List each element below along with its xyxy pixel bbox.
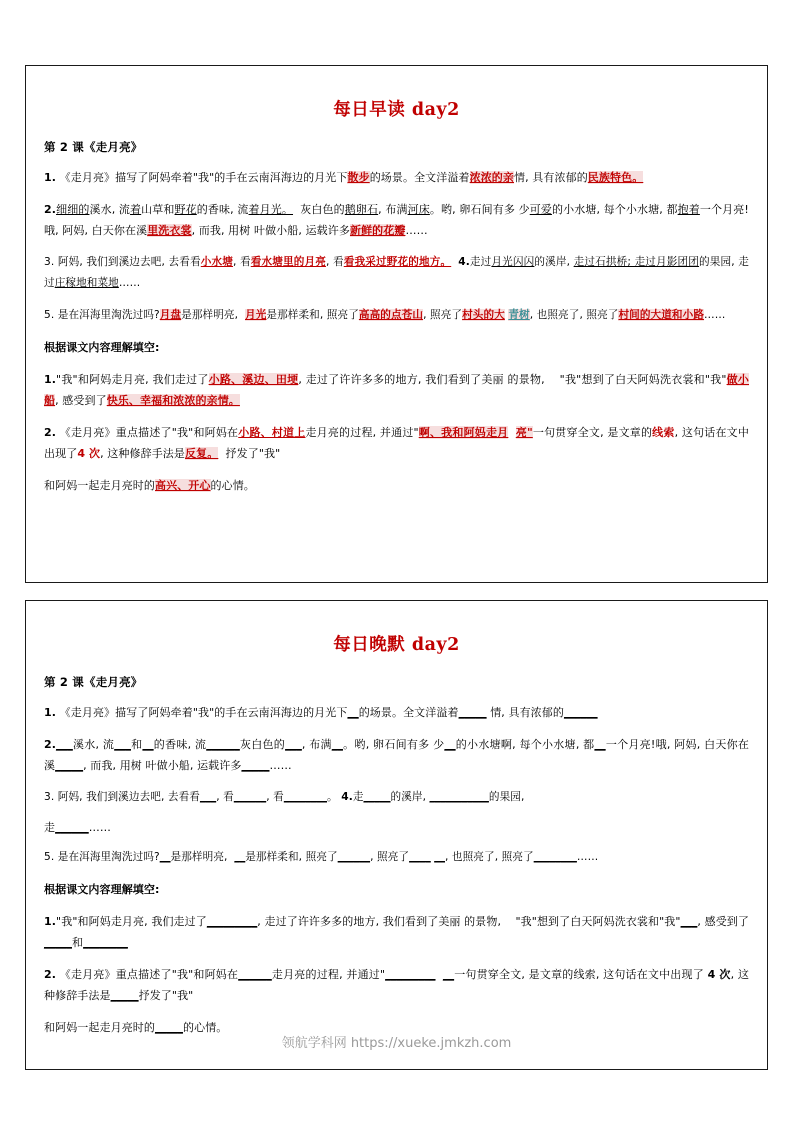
f2-answer-1: 小路、村道上 [238, 426, 306, 439]
eq3-seg2: , 看 [216, 791, 234, 803]
section-morning-reading [25, 65, 768, 583]
f1-number: 1. [44, 373, 57, 386]
q5-seg4: , 照亮了 [423, 309, 463, 321]
q5-seg1: 是在洱海里淘洗过吗? [57, 309, 160, 321]
morning-fill-1 [44, 369, 749, 411]
evening-fill-2 [44, 964, 749, 1006]
q2-answer-2: 着 [130, 203, 142, 216]
eq3-blank-2[interactable]: ______ [233, 791, 267, 803]
f1-answer-3: 快乐、幸福和浓浓的亲情。 [106, 394, 240, 407]
q5-answer-6: 村间的大道和小路 [618, 309, 705, 321]
ef1-seg1: "我"和阿妈走月亮, 我们走过了 [56, 915, 207, 928]
q3-seg4: 走过 [469, 256, 492, 268]
eq2-seg7: 的小水塘啊, 每个小水塘, 都 [455, 738, 595, 751]
q2-seg4: 灰白色的 [300, 203, 345, 216]
morning-fill-heading [44, 337, 749, 358]
eq5-blank-4[interactable]: ____ [409, 851, 431, 863]
q5-seg6: …… [704, 309, 726, 321]
eq2-seg6: 。哟, 卵石间有多 少 [343, 738, 445, 751]
q2-seg7: 的小水塘, 每个小水塘, 都 [551, 203, 678, 216]
ef2-blank-2[interactable]: _________ [385, 968, 436, 981]
q2-seg1: 溪水, 流 [89, 203, 131, 216]
f2-seg1: 《走月亮》重点描述了"我"和阿妈在 [59, 426, 239, 439]
evening-question-5 [44, 847, 749, 868]
f2-seg6: 抒发了"我" [225, 447, 281, 460]
q2-seg10: …… [405, 224, 428, 237]
eq2-seg10: …… [269, 759, 292, 772]
eq1-seg2: 的场景。全文洋溢着 [358, 706, 459, 719]
evening-question-2 [44, 734, 749, 776]
ef2-number: 2. [44, 968, 57, 981]
eq2-blank-2[interactable]: ___ [114, 738, 131, 751]
f2-answer-2: 啊、我和阿妈走月 [418, 426, 509, 439]
site-watermark: 领航学科网 https://xueke.jmkzh.com [281, 1036, 512, 1051]
q2-seg5: , 布满 [378, 203, 408, 216]
ef1-seg4: , 感受到了 [697, 915, 750, 928]
q5-answer-3: 高高的点苍山 [358, 309, 424, 321]
q5-answer-1: 月盘 [159, 309, 182, 321]
q2-answer-1: 细细的 [56, 203, 90, 216]
ef1-number: 1. [44, 915, 57, 928]
q3-answer-1: 小水塘 [200, 256, 234, 268]
q3-seg3: , 看 [326, 256, 344, 268]
morning-fill-2 [44, 422, 749, 464]
q5-answer-5: 青树 [508, 309, 530, 321]
q2-answer-9: 抱着 [677, 203, 700, 216]
f1-seg4: , 感受到了 [55, 394, 107, 407]
f2-answer-4: 线索 [652, 426, 675, 439]
q2-answer-10: 里洗衣裳 [147, 224, 192, 237]
q2-seg9: , 而我, 用树 叶做小船, 运载许多 [191, 224, 350, 237]
eq5-seg3: 是那样柔和, 照亮了 [245, 851, 338, 863]
eq2-blank-7[interactable]: __ [444, 738, 456, 751]
eq2-seg3: 的香味, 流 [153, 738, 207, 751]
eq2-blank-10[interactable]: _____ [241, 759, 270, 772]
eq2-seg4: 灰白色的 [239, 738, 286, 751]
ef1-blank-1[interactable]: _________ [206, 915, 258, 928]
f3-answer-1: 高兴、开心 [155, 479, 211, 492]
eq1-blank-1[interactable]: __ [347, 706, 359, 719]
eq1-seg3: 情, 具有浓郁的 [486, 706, 564, 719]
f1-seg3: "我"想到了白天阿妈洗衣裳和"我" [559, 373, 727, 386]
q3-seg6: 的果园, 走过 [44, 256, 749, 289]
fill-heading-text: 根据课文内容理解填空: [44, 341, 160, 354]
eq5-seg2: 是那样明亮, [170, 851, 228, 863]
evening-question-3 [44, 787, 749, 808]
q5-answer-2: 月光 [245, 309, 267, 321]
ef2-blank-3[interactable]: __ [442, 968, 455, 981]
eq2-blank-3[interactable]: __ [142, 738, 154, 751]
q3-answer-2: 看水塘里的月亮 [250, 256, 326, 268]
eq3-seg4: 。 [327, 791, 338, 803]
eq2-blank-5[interactable]: ___ [285, 738, 302, 751]
evening-question-3-cont [44, 817, 749, 838]
ef2-blank-4[interactable]: _____ [110, 989, 139, 1002]
q3-seg5: 的溪岸, [534, 256, 574, 268]
q2-seg3: 的香味, 流 [196, 203, 249, 216]
q1-seg3: 情, 具有浓郁的 [514, 171, 588, 184]
eq3-blank-4[interactable]: _____ [363, 791, 391, 803]
q5-number: 5. [44, 309, 55, 321]
eq3b-blank-1[interactable]: ______ [55, 821, 89, 834]
q2-seg2: 山草和 [141, 203, 175, 216]
q1-answer-3: 民族特色。 [587, 171, 644, 184]
eq3b-seg1: 走 [44, 821, 56, 834]
f1-answer-2: 做小船 [44, 373, 750, 407]
eq2-seg8: 一个月亮!哦, 阿妈, 白天你在溪 [44, 738, 749, 772]
f2-answer-3: 亮" [515, 426, 533, 439]
eq5-blank-2[interactable]: __ [234, 851, 246, 863]
eq5-seg1: 是在洱海里淘洗过吗? [57, 851, 160, 863]
ef1-seg2: , 走过了许许多多的地方, 我们看到了美丽 的景物, [257, 915, 502, 928]
eq2-seg1: 溪水, 流 [72, 738, 115, 751]
f2-seg4: , 这句话在文中出现了 [44, 426, 749, 460]
eq3-seg5: 走 [352, 791, 364, 803]
q1-seg1: 《走月亮》描写了阿妈牵着"我"的手在云南洱海边的月光下 [59, 171, 348, 184]
eq1-seg1: 《走月亮》描写了阿妈牵着"我"的手在云南洱海边的月光下 [59, 706, 348, 719]
q3-answer-5: 走过石拱桥; 走过月影团团 [573, 256, 700, 268]
eq5-blank-1[interactable]: __ [159, 851, 171, 863]
ef1-blank-3[interactable]: _____ [44, 936, 72, 949]
morning-lesson-heading: 第 2 课《走月亮》 [44, 140, 143, 154]
f1-seg1: "我"和阿妈走月亮, 我们走过了 [56, 373, 209, 386]
ef2-seg4: , 这种修辞手法是 [44, 968, 749, 1002]
eq3-blank-3[interactable]: ________ [283, 791, 328, 803]
q2-answer-3: 野花 [174, 203, 197, 216]
eq3-blank-1[interactable]: ___ [199, 791, 217, 803]
morning-question-2 [44, 199, 749, 241]
evening-lesson-heading: 第 2 课《走月亮》 [44, 675, 143, 689]
q2-number: 2. [44, 203, 57, 216]
f2-seg2: 走月亮的过程, 并通过" [305, 426, 419, 439]
q2-answer-11: 新鲜的花瓣 [349, 224, 406, 237]
q2-answer-4: 着 [248, 203, 260, 216]
eq2-number: 2. [44, 738, 57, 751]
eq3b-seg2: …… [88, 821, 111, 834]
eq5-seg4: , 照亮了 [370, 851, 410, 863]
eq2-seg2: 和 [131, 738, 143, 751]
section-morning-title: 每日早读 day2 [333, 100, 460, 120]
eq2-seg9: , 而我, 用树 叶做小船, 运载许多 [83, 759, 242, 772]
q2-answer-5: 月光。 [259, 203, 294, 216]
ef2-seg2: 走月亮的过程, 并通过" [271, 968, 386, 981]
eq1-blank-3[interactable]: ______ [563, 706, 598, 719]
eq3-seg6: 的溪岸, [390, 791, 430, 803]
ef3-seg1: 和阿妈一起走月亮时的 [44, 1021, 155, 1034]
f3-seg1: 和阿妈一起走月亮时的 [44, 479, 155, 492]
eq3-blank-5[interactable]: ___________ [429, 791, 489, 803]
q2-answer-6: 鹅卵石 [344, 203, 379, 216]
evening-fill-1 [44, 911, 749, 953]
q3-answer-4: 月光闪闪 [491, 256, 535, 268]
q3-seg2: , 看 [233, 256, 251, 268]
section-evening-dictation [25, 600, 768, 1070]
morning-question-1 [44, 167, 749, 188]
eq3-seg1: 阿妈, 我们到溪边去吧, 去看看 [57, 791, 200, 803]
eq5-blank-5[interactable]: __ [434, 851, 445, 863]
f1-answer-1: 小路、溪边、田埂 [208, 373, 299, 386]
ef3-blank-1[interactable]: _____ [155, 1021, 183, 1034]
ef2-seg1: 《走月亮》重点描述了"我"和阿妈在 [59, 968, 239, 981]
q1-seg2: 的场景。全文洋溢着 [369, 171, 470, 184]
section-evening-title: 每日晚默 day2 [333, 635, 460, 655]
q3-answer-6: 庄稼地和菜地 [54, 277, 119, 289]
morning-fill-3 [44, 475, 749, 496]
morning-question-5 [44, 305, 749, 326]
q5-seg3: 是那样柔和, 照亮了 [266, 309, 359, 321]
f2-seg5: , 这种修辞手法是 [100, 447, 186, 460]
eq2-blank-6[interactable]: __ [331, 738, 343, 751]
ef1-seg5: 和 [72, 936, 84, 949]
ef2-times: 4 次 [707, 968, 731, 981]
q3-number: 3. [44, 256, 55, 268]
q2-seg8: 一个月亮!哦, 阿妈, 白天你在溪 [44, 203, 749, 237]
f2-answer-5: 4 次 [77, 447, 101, 460]
q2-answer-7: 河床 [407, 203, 430, 216]
q1-answer-2: 浓浓的亲 [469, 171, 514, 184]
eq3-seg3: , 看 [266, 791, 284, 803]
ef2-blank-1[interactable]: ______ [238, 968, 272, 981]
ef2-seg3: 一句贯穿全文, 是文章的线索, 这句话在文中出现了 [454, 968, 704, 981]
eq5-number: 5. [44, 851, 55, 863]
eq1-blank-2[interactable]: _____ [458, 706, 487, 719]
q3-seg7: …… [118, 277, 141, 289]
eq2-blank-9[interactable]: _____ [55, 759, 84, 772]
f2-number: 2. [44, 426, 57, 439]
q1-number: 1. [44, 171, 57, 184]
ef1-blank-2[interactable]: ___ [680, 915, 698, 928]
f2-answer-6: 反复。 [185, 447, 219, 460]
q5-answer-4: 村头的大 [462, 309, 505, 321]
ef2-seg5: 抒发了"我" [138, 989, 194, 1002]
eq3-number: 3. [44, 791, 55, 803]
eq2-blank-4[interactable]: ______ [206, 738, 240, 751]
q5-seg5: , 也照亮了, 照亮了 [529, 309, 619, 321]
eq2-blank-8[interactable]: __ [594, 738, 606, 751]
ef1-blank-4[interactable]: ________ [83, 936, 128, 949]
ef3-seg2: 的心情。 [183, 1021, 228, 1034]
ef1-seg3: "我"想到了白天阿妈洗衣裳和"我" [515, 915, 681, 928]
f1-seg2: , 走过了许许多多的地方, 我们看到了美丽 的景物, [298, 373, 545, 386]
f3-seg2: 的心情。 [210, 479, 255, 492]
q5-seg2: 是那样明亮, [181, 309, 239, 321]
eq5-seg5: , 也照亮了, 照亮了 [444, 851, 534, 863]
evening-fill-heading-text: 根据课文内容理解填空: [44, 883, 160, 896]
f2-seg3: 一句贯穿全文, 是文章的 [532, 426, 653, 439]
evening-question-1 [44, 702, 749, 723]
q1-answer-1: 散步 [347, 171, 370, 184]
evening-fill-heading [44, 879, 749, 900]
q3-seg1: 阿妈, 我们到溪边去吧, 去看看 [57, 256, 201, 268]
eq2-seg5: , 布满 [301, 738, 332, 751]
eq5-seg6: …… [576, 851, 599, 863]
eq4-number: 4. [341, 791, 353, 803]
morning-question-3 [44, 252, 749, 294]
q3-answer-3: 看我采过野花的地方。 [343, 256, 452, 268]
q4-number: 4. [458, 256, 470, 268]
q2-answer-8: 可爱 [529, 203, 552, 216]
q2-seg6: 。哟, 卵石间有多 少 [429, 203, 530, 216]
eq1-number: 1. [44, 706, 57, 719]
eq2-blank-1[interactable]: ___ [56, 738, 73, 751]
eq3-seg7: 的果园, [488, 791, 525, 803]
eq5-blank-6[interactable]: ________ [533, 851, 577, 863]
eq5-blank-3[interactable]: ______ [337, 851, 371, 863]
